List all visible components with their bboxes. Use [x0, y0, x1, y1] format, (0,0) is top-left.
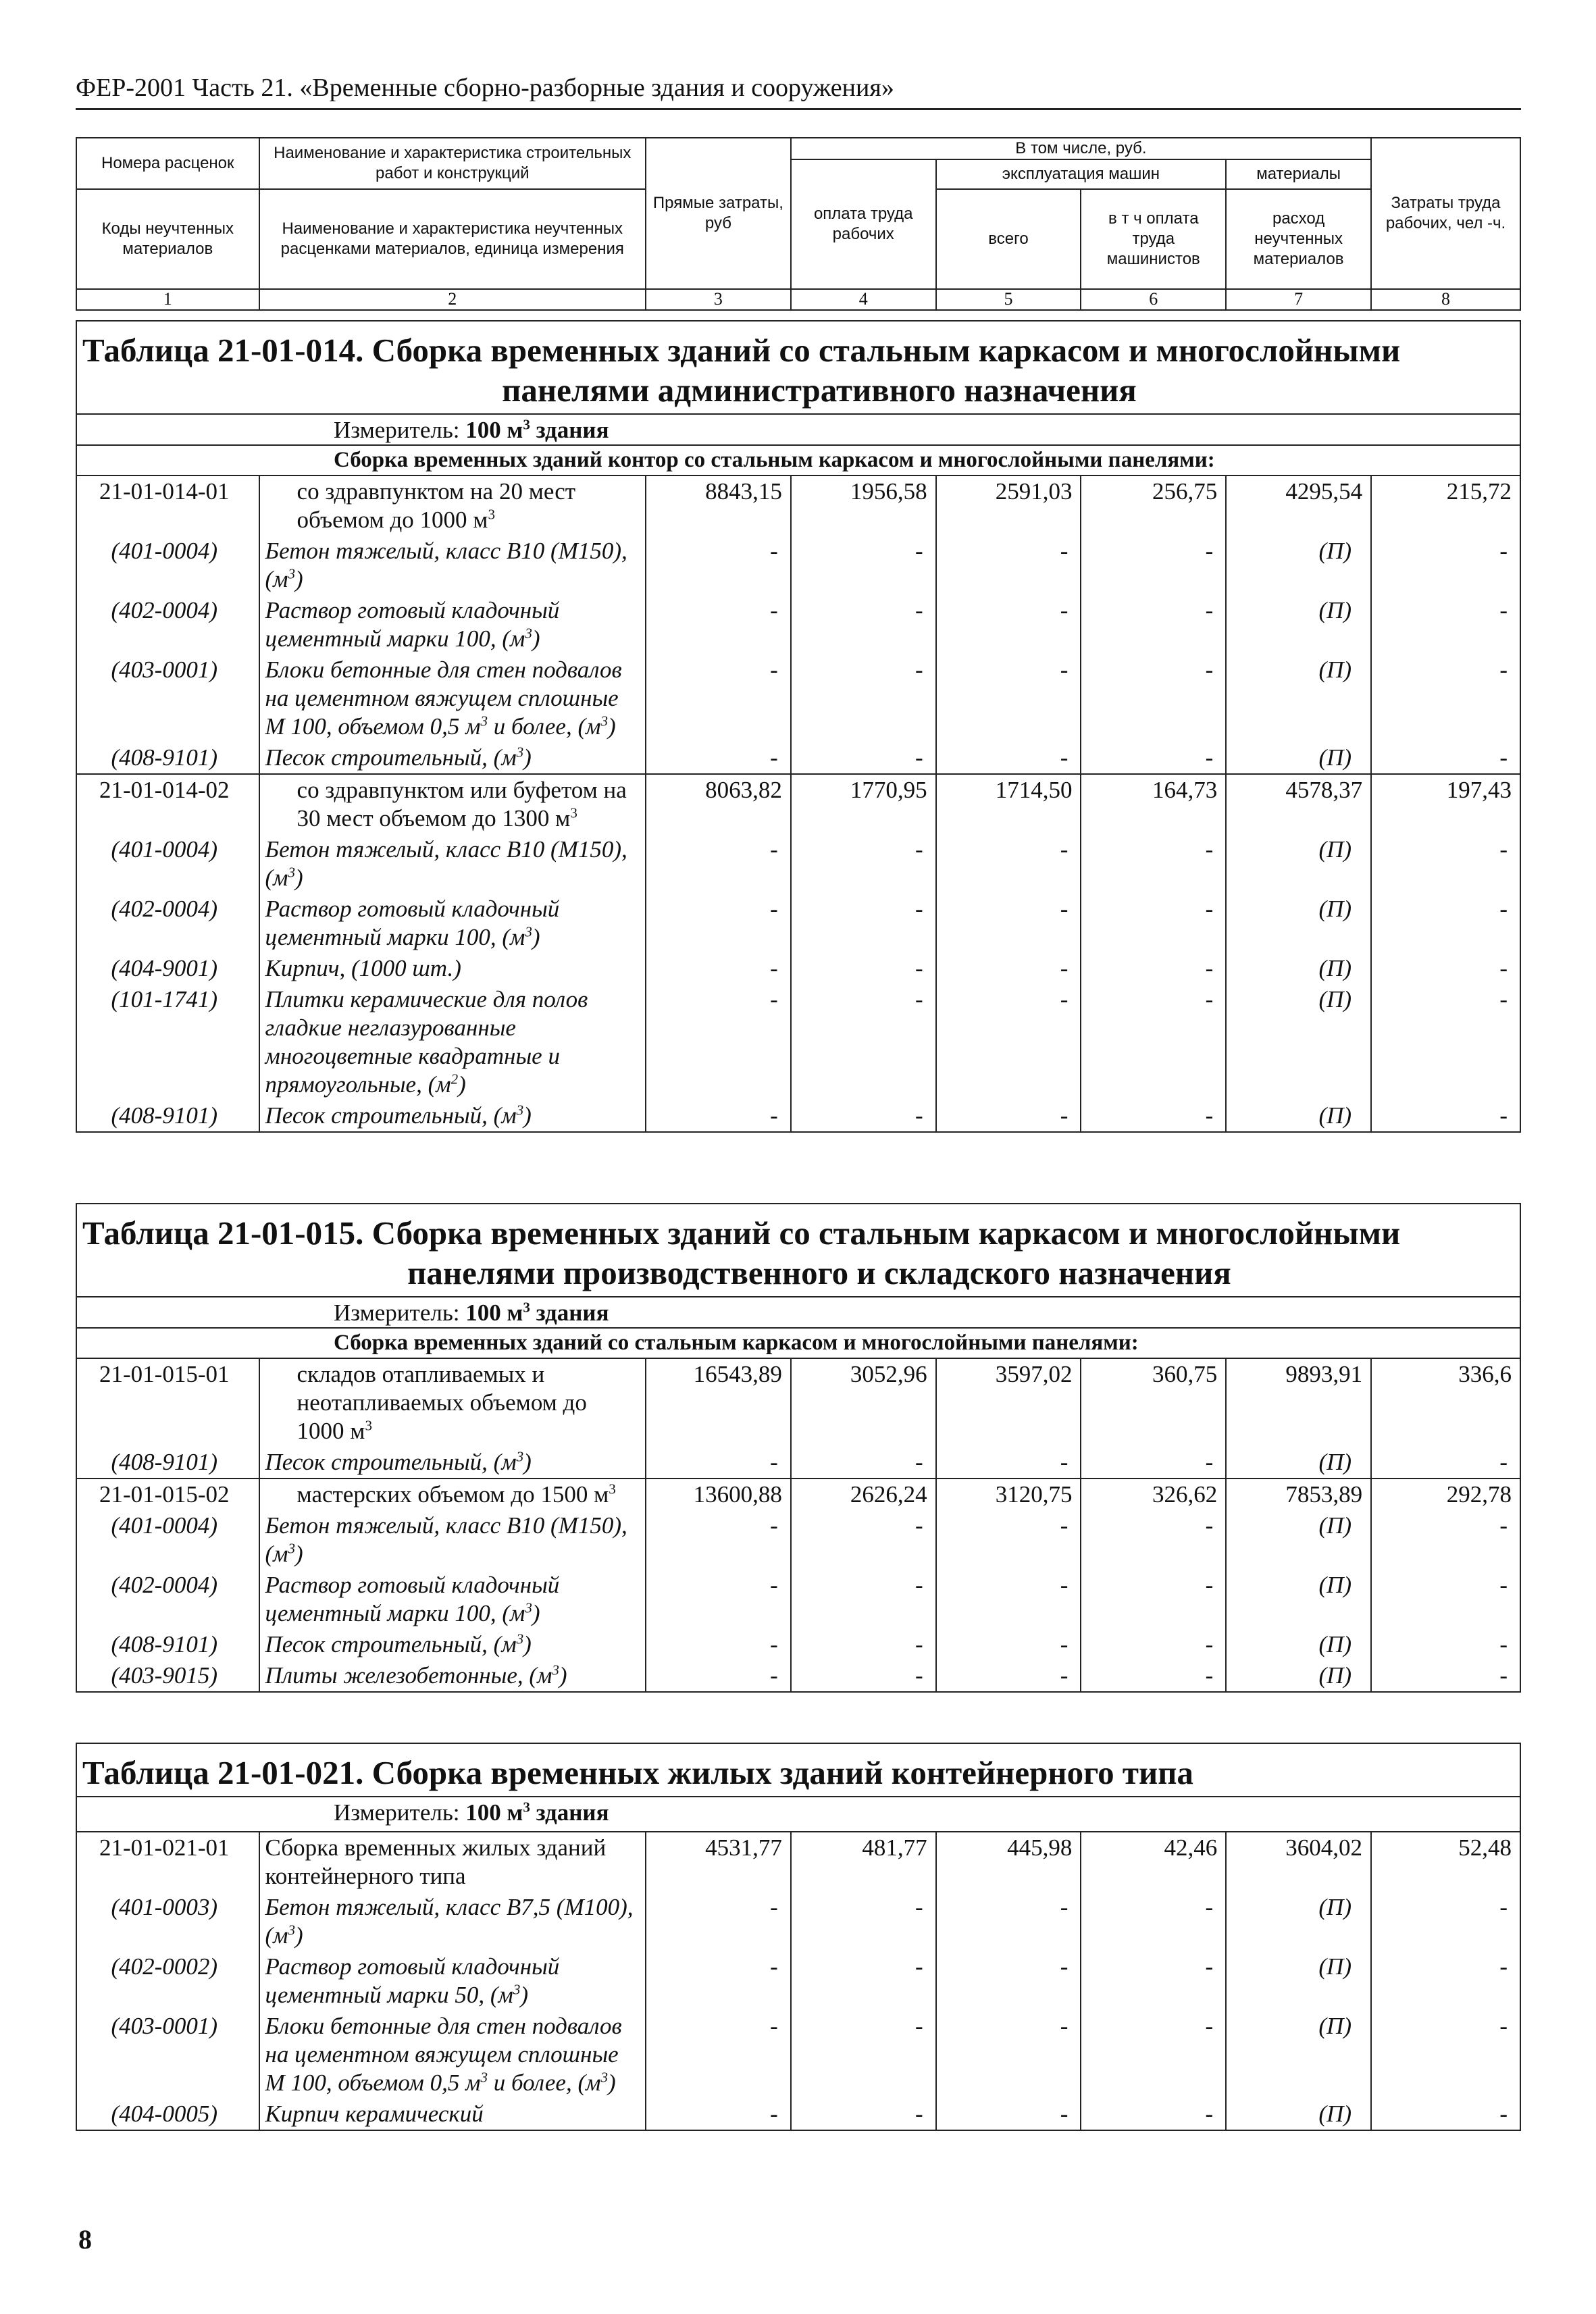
project-marker: (П): [1226, 1892, 1371, 1951]
dash: -: [1081, 2011, 1226, 2099]
dash: -: [791, 1660, 936, 1692]
col-number: 1: [76, 289, 259, 310]
resource-description: Песок строительный, $(м^3)$: [259, 1100, 646, 1132]
dash: -: [1081, 1660, 1226, 1692]
table-title-main: Таблица 21-01-015. Сборка временных зданий со стальным каркасом и многослойными: [82, 1214, 1401, 1252]
machinists-pay: 360,75: [1081, 1358, 1226, 1447]
table-21-01-014: [76, 320, 1521, 1133]
resource-description: Песок строительный, $(м^3)$: [259, 1629, 646, 1660]
col-machinists-pay: в т ч оплата труда машинистов: [1081, 189, 1226, 289]
dash: -: [1371, 1892, 1520, 1951]
dash: -: [791, 1447, 936, 1479]
resource-code: (408-9101): [76, 742, 259, 774]
resource-description: Песок строительный, $(м^3)$: [259, 1447, 646, 1479]
dash: -: [1081, 2099, 1226, 2130]
dash: -: [1081, 1100, 1226, 1132]
project-marker: (П): [1226, 1951, 1371, 2011]
dash: -: [1371, 1510, 1520, 1570]
rate-code: 21-01-014-01: [76, 475, 259, 536]
resource-row: [76, 1629, 1520, 1660]
dash: -: [791, 1892, 936, 1951]
rate-code: 21-01-014-02: [76, 774, 259, 834]
resource-description: Раствор готовый кладочный цементный марки 100, $(м^3)$: [259, 894, 646, 953]
resource-row: [76, 742, 1520, 774]
table-21-01-021: [76, 1743, 1521, 2131]
resource-code: (408-9101): [76, 1447, 259, 1479]
resource-description: Раствор готовый кладочный цементный марки 100, $(м^3)$: [259, 595, 646, 654]
table-title-main: Таблица 21-01-014. Сборка временных зданий со стальным каркасом и многослойными: [82, 332, 1401, 369]
col-direct-cost: Прямые затраты, руб: [646, 138, 791, 289]
col-labor-pay: оплата труда рабочих: [791, 159, 936, 289]
dash: -: [1371, 2099, 1520, 2130]
dash: -: [1081, 834, 1226, 894]
materials-cost: 4578,37: [1226, 774, 1371, 834]
dash: -: [936, 984, 1081, 1100]
dash: -: [936, 2099, 1081, 2130]
dash: -: [646, 2011, 791, 2099]
dash: -: [646, 1100, 791, 1132]
dash: -: [646, 1629, 791, 1660]
dash: -: [646, 1892, 791, 1951]
dash: -: [1371, 984, 1520, 1100]
resource-description: Раствор готовый кладочный цементный марки 50, $(м^3)$: [259, 1951, 646, 2011]
dash: -: [1081, 1951, 1226, 2011]
machines-total: 1714,50: [936, 774, 1081, 834]
dash: -: [1081, 984, 1226, 1100]
dash: -: [936, 1951, 1081, 2011]
page-number: 8: [78, 2224, 92, 2255]
table-row: [76, 774, 1520, 834]
col-rates-number: Номера расценок: [76, 138, 259, 189]
resource-code: (401-0004): [76, 536, 259, 595]
dash: -: [646, 595, 791, 654]
table-21-01-015: [76, 1203, 1521, 1693]
project-marker: (П): [1226, 1447, 1371, 1479]
labor-hours: 336,6: [1371, 1358, 1520, 1447]
resource-description: Бетон тяжелый, класс В10 (М150), $(м^3)$: [259, 1510, 646, 1570]
resource-code: (403-0001): [76, 654, 259, 742]
table-title-sub: панелями административного назначения: [502, 371, 1137, 409]
project-marker: (П): [1226, 2011, 1371, 2099]
group-heading: Сборка временных зданий контор со стальным каркасом и многослойными панелями:: [76, 445, 1520, 476]
project-marker: (П): [1226, 1570, 1371, 1629]
project-marker: (П): [1226, 2099, 1371, 2130]
resource-code: (408-9101): [76, 1629, 259, 1660]
resource-row: [76, 1570, 1520, 1629]
labor-hours: 197,43: [1371, 774, 1520, 834]
col-number: 5: [936, 289, 1081, 310]
dash: -: [936, 1510, 1081, 1570]
resource-row: [76, 984, 1520, 1100]
dash: -: [646, 834, 791, 894]
materials-cost: 9893,91: [1226, 1358, 1371, 1447]
resource-row: [76, 1447, 1520, 1479]
dash: -: [791, 834, 936, 894]
direct-cost: 8843,15: [646, 475, 791, 536]
dash: -: [1081, 1629, 1226, 1660]
dash: -: [1371, 894, 1520, 953]
dash: -: [646, 1570, 791, 1629]
dash: -: [1081, 654, 1226, 742]
col-materials: материалы: [1226, 159, 1371, 189]
resource-description: Кирпич, (1000 шт.): [259, 953, 646, 984]
resource-code: (402-0004): [76, 595, 259, 654]
rate-code: 21-01-015-01: [76, 1358, 259, 1447]
dash: -: [791, 595, 936, 654]
resource-code: (402-0004): [76, 1570, 259, 1629]
resource-code: (401-0003): [76, 1892, 259, 1951]
resource-code: (401-0004): [76, 1510, 259, 1570]
dash: -: [791, 654, 936, 742]
resource-description: Плиты железобетонные, $(м^3)$: [259, 1660, 646, 1692]
table-row: [76, 1358, 1520, 1447]
dash: -: [936, 1447, 1081, 1479]
resource-description: Песок строительный, $(м^3)$: [259, 742, 646, 774]
dash: -: [646, 654, 791, 742]
labor-hours: 52,48: [1371, 1832, 1520, 1892]
project-marker: (П): [1226, 894, 1371, 953]
dash: -: [646, 1447, 791, 1479]
resource-row: [76, 1892, 1520, 1951]
labor-pay: 2626,24: [791, 1479, 936, 1510]
resource-description: Раствор готовый кладочный цементный марки 100, $(м^3)$: [259, 1570, 646, 1629]
table-title: [76, 1743, 1520, 1797]
dash: -: [1371, 1447, 1520, 1479]
dash: -: [646, 2099, 791, 2130]
dash: -: [1371, 1951, 1520, 2011]
dash: -: [1371, 1100, 1520, 1132]
rate-description: мастерских объемом до 1500 $м^3$: [259, 1479, 646, 1510]
dash: -: [936, 654, 1081, 742]
unit-line: Измеритель: 100 $м^3$ здания: [76, 1297, 1520, 1328]
resource-row: [76, 654, 1520, 742]
machinists-pay: 256,75: [1081, 475, 1226, 536]
project-marker: (П): [1226, 1510, 1371, 1570]
dash: -: [1081, 953, 1226, 984]
dash: -: [646, 1951, 791, 2011]
dash: -: [646, 894, 791, 953]
col-labor-hours: Затраты труда рабочих, чел -ч.: [1371, 138, 1520, 289]
col-number: 3: [646, 289, 791, 310]
machinists-pay: 42,46: [1081, 1832, 1226, 1892]
resource-code: (404-0005): [76, 2099, 259, 2130]
direct-cost: 8063,82: [646, 774, 791, 834]
dash: -: [646, 984, 791, 1100]
labor-pay: 1956,58: [791, 475, 936, 536]
table-row: [76, 1832, 1520, 1892]
project-marker: (П): [1226, 654, 1371, 742]
page-header: ФЕР-2001 Часть 21. «Временные сборно-разборные здания и сооружения»: [76, 74, 894, 102]
dash: -: [936, 1660, 1081, 1692]
dash: -: [1081, 595, 1226, 654]
machines-total: 445,98: [936, 1832, 1081, 1892]
table-title: [76, 1204, 1520, 1297]
machinists-pay: 164,73: [1081, 774, 1226, 834]
table-row: [76, 1479, 1520, 1510]
header-rule: [76, 108, 1521, 110]
col-number: 2: [259, 289, 646, 310]
col-number: 7: [1226, 289, 1371, 310]
labor-hours: 292,78: [1371, 1479, 1520, 1510]
resource-row: [76, 595, 1520, 654]
dash: -: [791, 894, 936, 953]
resource-code: (404-9001): [76, 953, 259, 984]
labor-hours: 215,72: [1371, 475, 1520, 536]
dash: -: [646, 536, 791, 595]
dash: -: [646, 1510, 791, 1570]
direct-cost: 4531,77: [646, 1832, 791, 1892]
dash: -: [646, 1660, 791, 1692]
labor-pay: 1770,95: [791, 774, 936, 834]
dash: -: [1371, 1660, 1520, 1692]
project-marker: (П): [1226, 834, 1371, 894]
materials-cost: 3604,02: [1226, 1832, 1371, 1892]
col-works-name: Наименование и характеристика строительных работ и конструкций: [259, 138, 646, 189]
dash: -: [936, 1100, 1081, 1132]
dash: -: [1081, 1447, 1226, 1479]
col-resource-codes: Коды неучтенных материалов: [76, 189, 259, 289]
rate-code: 21-01-015-02: [76, 1479, 259, 1510]
dash: -: [791, 1100, 936, 1132]
resource-row: [76, 1951, 1520, 2011]
resource-code: (403-9015): [76, 1660, 259, 1692]
dash: -: [1371, 595, 1520, 654]
project-marker: (П): [1226, 536, 1371, 595]
dash: -: [1371, 1629, 1520, 1660]
machines-total: 3597,02: [936, 1358, 1081, 1447]
project-marker: (П): [1226, 742, 1371, 774]
dash: -: [1371, 1570, 1520, 1629]
resource-code: (401-0004): [76, 834, 259, 894]
dash: -: [1081, 742, 1226, 774]
table-title-sub: панелями производственного и складского назначения: [407, 1254, 1231, 1291]
direct-cost: 16543,89: [646, 1358, 791, 1447]
dash: -: [791, 742, 936, 774]
group-heading: Сборка временных зданий со стальным каркасом и многослойными панелями:: [76, 1328, 1520, 1359]
machines-total: 2591,03: [936, 475, 1081, 536]
dash: -: [936, 2011, 1081, 2099]
resource-description: Кирпич керамический: [259, 2099, 646, 2130]
dash: -: [791, 1570, 936, 1629]
dash: -: [1081, 894, 1226, 953]
labor-pay: 3052,96: [791, 1358, 936, 1447]
dash: -: [791, 984, 936, 1100]
col-resource-names: Наименование и характеристика неучтенных расценками материалов, единица измерения: [259, 189, 646, 289]
resource-row: [76, 2011, 1520, 2099]
rate-description: складов отапливаемых и неотапливаемых объемом до 1000 $м^3$: [259, 1358, 646, 1447]
dash: -: [1371, 536, 1520, 595]
dash: -: [936, 742, 1081, 774]
resource-description: Бетон тяжелый, класс В7,5 (М100), $(м^3)$: [259, 1892, 646, 1951]
dash: -: [791, 953, 936, 984]
column-header-table: [76, 137, 1521, 311]
dash: -: [791, 1510, 936, 1570]
dash: -: [936, 1892, 1081, 1951]
col-number: 8: [1371, 289, 1520, 310]
resource-code: (402-0002): [76, 1951, 259, 2011]
resource-code: (403-0001): [76, 2011, 259, 2099]
table-title-main: Таблица 21-01-021. Сборка временных жилых зданий контейнерного типа: [82, 1754, 1193, 1791]
dash: -: [1081, 536, 1226, 595]
labor-pay: 481,77: [791, 1832, 936, 1892]
col-including: В том числе, руб.: [791, 138, 1371, 159]
rate-description: со здравпунктом на 20 мест объемом до 1000 $м^3$: [259, 475, 646, 536]
project-marker: (П): [1226, 595, 1371, 654]
dash: -: [936, 1570, 1081, 1629]
materials-cost: 4295,54: [1226, 475, 1371, 536]
resource-code: (408-9101): [76, 1100, 259, 1132]
dash: -: [791, 2099, 936, 2130]
dash: -: [1371, 953, 1520, 984]
project-marker: (П): [1226, 1660, 1371, 1692]
dash: -: [791, 536, 936, 595]
dash: -: [1081, 1892, 1226, 1951]
project-marker: (П): [1226, 1100, 1371, 1132]
rate-code: 21-01-021-01: [76, 1832, 259, 1892]
project-marker: (П): [1226, 984, 1371, 1100]
dash: -: [936, 894, 1081, 953]
col-number: 6: [1081, 289, 1226, 310]
dash: -: [1081, 1570, 1226, 1629]
dash: -: [1371, 654, 1520, 742]
col-number: 4: [791, 289, 936, 310]
resource-code: (402-0004): [76, 894, 259, 953]
resource-description: Блоки бетонные для стен подвалов на цементном вяжущем сплошные М 100, объемом 0,5 $м^3$ и более, $(м^3)$: [259, 654, 646, 742]
rate-description: Сборка временных жилых зданий контейнерного типа: [259, 1832, 646, 1892]
dash: -: [1371, 834, 1520, 894]
resource-row: [76, 894, 1520, 953]
project-marker: (П): [1226, 1629, 1371, 1660]
direct-cost: 13600,88: [646, 1479, 791, 1510]
col-machines-total: всего: [936, 189, 1081, 289]
resource-row: [76, 1100, 1520, 1132]
resource-description: Бетон тяжелый, класс В10 (М150), $(м^3)$: [259, 834, 646, 894]
dash: -: [646, 742, 791, 774]
materials-cost: 7853,89: [1226, 1479, 1371, 1510]
dash: -: [936, 953, 1081, 984]
dash: -: [936, 1629, 1081, 1660]
resource-description: Плитки керамические для полов гладкие неглазурованные многоцветные квадратные и прямоугольные, $(м^2)$: [259, 984, 646, 1100]
dash: -: [936, 595, 1081, 654]
resource-row: [76, 536, 1520, 595]
resource-row: [76, 834, 1520, 894]
table-row: [76, 475, 1520, 536]
dash: -: [936, 536, 1081, 595]
table-title: [76, 321, 1520, 414]
rate-description: со здравпунктом или буфетом на 30 мест объемом до 1300 $м^3$: [259, 774, 646, 834]
resource-code: (101-1741): [76, 984, 259, 1100]
dash: -: [791, 1951, 936, 2011]
dash: -: [1371, 2011, 1520, 2099]
resource-row: [76, 1660, 1520, 1692]
dash: -: [791, 2011, 936, 2099]
dash: -: [936, 834, 1081, 894]
col-materials-consumption: расход неучтенных материалов: [1226, 189, 1371, 289]
dash: -: [791, 1629, 936, 1660]
dash: -: [1081, 1510, 1226, 1570]
resource-row: [76, 1510, 1520, 1570]
machines-total: 3120,75: [936, 1479, 1081, 1510]
dash: -: [646, 953, 791, 984]
col-machines: эксплуатация машин: [936, 159, 1227, 189]
resource-description: Бетон тяжелый, класс В10 (М150), $(м^3)$: [259, 536, 646, 595]
machinists-pay: 326,62: [1081, 1479, 1226, 1510]
dash: -: [1371, 742, 1520, 774]
unit-line: Измеритель: 100 $м^3$ здания: [76, 414, 1520, 445]
resource-description: Блоки бетонные для стен подвалов на цементном вяжущем сплошные М 100, объемом 0,5 $м^3$ и более, $(м^3)$: [259, 2011, 646, 2099]
unit-line: Измеритель: 100 $м^3$ здания: [76, 1797, 1520, 1832]
resource-row: [76, 2099, 1520, 2130]
resource-row: [76, 953, 1520, 984]
project-marker: (П): [1226, 953, 1371, 984]
